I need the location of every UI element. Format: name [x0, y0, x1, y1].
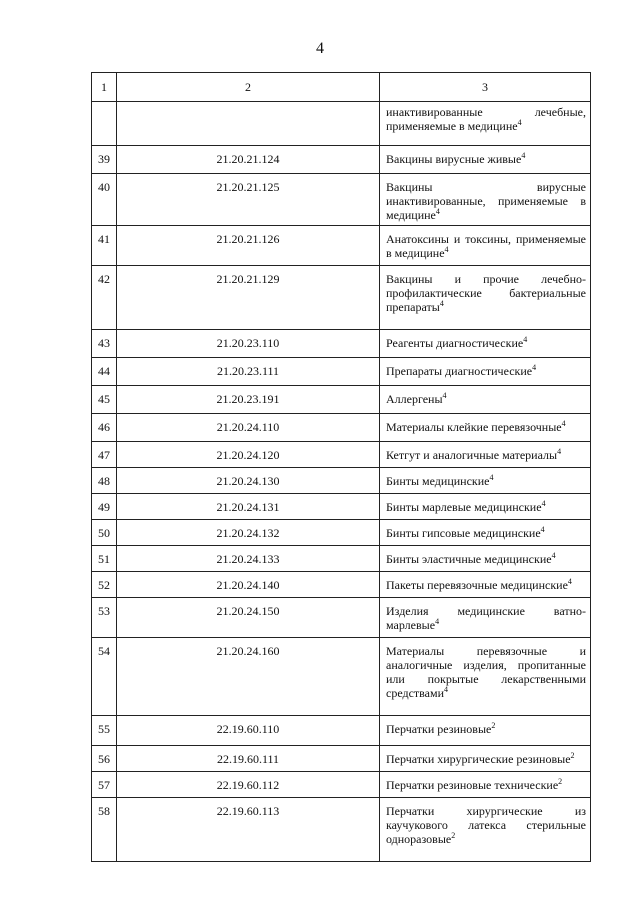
header-col-2: 2 — [117, 73, 380, 102]
row-name — [380, 266, 591, 330]
row-number: 49 — [92, 494, 117, 520]
table-row — [92, 330, 591, 358]
row-code: 21.20.21.129 — [117, 266, 380, 330]
row-name-text: Перчатки хирургические из каучукового латекса стерильные одноразовые — [386, 804, 586, 846]
footnote-mark: 4 — [517, 118, 522, 127]
row-name — [380, 798, 591, 862]
footnote-mark: 2 — [570, 751, 575, 760]
row-number: 42 — [92, 266, 117, 330]
footnote-mark: 4 — [435, 207, 440, 216]
row-code: 21.20.23.111 — [117, 358, 380, 386]
row-name — [380, 386, 591, 414]
footnote-mark: 4 — [532, 363, 537, 372]
row-name-text: Бинты эластичные медицинские — [386, 552, 552, 566]
row-name-text: Перчатки хирургические резиновые — [386, 752, 571, 766]
row-number: 58 — [92, 798, 117, 862]
footnote-mark: 4 — [439, 299, 444, 308]
row-number: 43 — [92, 330, 117, 358]
row-code: 21.20.24.160 — [117, 638, 380, 716]
row-number: 53 — [92, 598, 117, 638]
row-name — [380, 174, 591, 226]
table-row — [92, 468, 591, 494]
footnote-mark: 4 — [444, 685, 449, 694]
row-name — [380, 414, 591, 442]
footnote-mark: 2 — [558, 777, 563, 786]
footnote-mark: 4 — [541, 499, 546, 508]
row-code: 22.19.60.111 — [117, 746, 380, 772]
table-row — [92, 266, 591, 330]
table-row — [92, 772, 591, 798]
footnote-mark: 4 — [567, 577, 572, 586]
continuation-code — [117, 102, 380, 146]
row-name-text: Перчатки резиновые технические — [386, 778, 559, 792]
table-row — [92, 226, 591, 266]
page-number: 4 — [316, 40, 324, 57]
row-name — [380, 468, 591, 494]
row-number: 45 — [92, 386, 117, 414]
table-row — [92, 386, 591, 414]
row-code: 21.20.23.110 — [117, 330, 380, 358]
row-name — [380, 226, 591, 266]
footnote-mark: 4 — [521, 151, 526, 160]
row-name-text: Бинты медицинские — [386, 474, 490, 488]
table-row — [92, 798, 591, 862]
row-name-text: Бинты гипсовые медицинские — [386, 526, 541, 540]
header-col-3: 3 — [380, 73, 591, 102]
row-code: 22.19.60.110 — [117, 716, 380, 746]
table-row — [92, 716, 591, 746]
row-name — [380, 546, 591, 572]
row-name — [380, 772, 591, 798]
footnote-mark: 4 — [557, 447, 562, 456]
row-number: 39 — [92, 146, 117, 174]
row-code: 22.19.60.112 — [117, 772, 380, 798]
row-name — [380, 330, 591, 358]
row-code: 21.20.21.125 — [117, 174, 380, 226]
row-name — [380, 146, 591, 174]
row-code: 21.20.24.150 — [117, 598, 380, 638]
footnote-mark: 4 — [561, 419, 566, 428]
table-row — [92, 146, 591, 174]
row-number: 50 — [92, 520, 117, 546]
row-name-text: Материалы клейкие перевязочные — [386, 420, 562, 434]
table-row — [92, 572, 591, 598]
footnote-mark: 4 — [444, 245, 449, 254]
footnote-mark: 4 — [523, 335, 528, 344]
row-code: 21.20.24.132 — [117, 520, 380, 546]
row-number: 47 — [92, 442, 117, 468]
row-number: 57 — [92, 772, 117, 798]
row-code: 21.20.24.130 — [117, 468, 380, 494]
row-number: 51 — [92, 546, 117, 572]
row-number: 55 — [92, 716, 117, 746]
footnote-mark: 4 — [435, 617, 440, 626]
row-code: 21.20.21.126 — [117, 226, 380, 266]
table-row — [92, 442, 591, 468]
continuation-name — [380, 102, 591, 146]
row-code: 22.19.60.113 — [117, 798, 380, 862]
table-row — [92, 414, 591, 442]
row-name — [380, 598, 591, 638]
row-name — [380, 520, 591, 546]
continuation-row — [92, 102, 591, 146]
footnote-mark: 4 — [540, 525, 545, 534]
row-name-text: Аллергены — [386, 392, 443, 406]
row-name-text: Реагенты диагностические — [386, 336, 524, 350]
footnote-mark: 2 — [451, 831, 456, 840]
row-name-text: Изделия медицинские ватно-марлевые — [386, 604, 586, 632]
row-number: 56 — [92, 746, 117, 772]
row-number: 52 — [92, 572, 117, 598]
footnote-mark: 4 — [442, 391, 447, 400]
header-row — [92, 73, 591, 102]
row-number: 40 — [92, 174, 117, 226]
row-name — [380, 494, 591, 520]
header-col-1: 1 — [92, 73, 117, 102]
continuation-num — [92, 102, 117, 146]
continuation-text: инактивированные лечебные, применяемые в медицине — [386, 105, 586, 133]
row-name — [380, 442, 591, 468]
row-name — [380, 746, 591, 772]
row-number: 54 — [92, 638, 117, 716]
row-name — [380, 358, 591, 386]
table-row — [92, 746, 591, 772]
row-name-text: Вакцины вирусные живые — [386, 152, 522, 166]
table-row — [92, 358, 591, 386]
table-row — [92, 638, 591, 716]
footnote-mark: 4 — [551, 551, 556, 560]
row-code: 21.20.24.131 — [117, 494, 380, 520]
row-code: 21.20.24.110 — [117, 414, 380, 442]
row-name-text: Пакеты перевязочные медицинские — [386, 578, 568, 592]
table-row — [92, 494, 591, 520]
row-name-text: Бинты марлевые медицинские — [386, 500, 542, 514]
row-name-text: Кетгут и аналогичные материалы — [386, 448, 558, 462]
row-name — [380, 572, 591, 598]
table-row — [92, 520, 591, 546]
row-name-text: Вакцины и прочие лечебно-профилактические бактериальные препараты — [386, 272, 586, 314]
row-name-text: Материалы перевязочные и аналогичные изделия, пропитанные или покрытые лекарственными средствами — [386, 644, 586, 700]
row-name — [380, 716, 591, 746]
row-name — [380, 638, 591, 716]
row-number: 46 — [92, 414, 117, 442]
table-row — [92, 174, 591, 226]
row-name-text: Анатоксины и токсины, применяемые в медицине — [386, 232, 586, 260]
row-number: 44 — [92, 358, 117, 386]
row-code: 21.20.23.191 — [117, 386, 380, 414]
row-code: 21.20.24.140 — [117, 572, 380, 598]
row-name-text: Препараты диагностические — [386, 364, 533, 378]
row-number: 48 — [92, 468, 117, 494]
row-number: 41 — [92, 226, 117, 266]
footnote-mark: 2 — [491, 721, 496, 730]
table-row — [92, 546, 591, 572]
products-table — [91, 72, 591, 862]
row-name-text: Перчатки резиновые — [386, 722, 492, 736]
footnote-mark: 4 — [489, 473, 494, 482]
row-code: 21.20.24.133 — [117, 546, 380, 572]
table-row — [92, 598, 591, 638]
row-name-text: Вакцины вирусные инактивированные, применяемые в медицине — [386, 180, 586, 222]
row-code: 21.20.21.124 — [117, 146, 380, 174]
row-code: 21.20.24.120 — [117, 442, 380, 468]
